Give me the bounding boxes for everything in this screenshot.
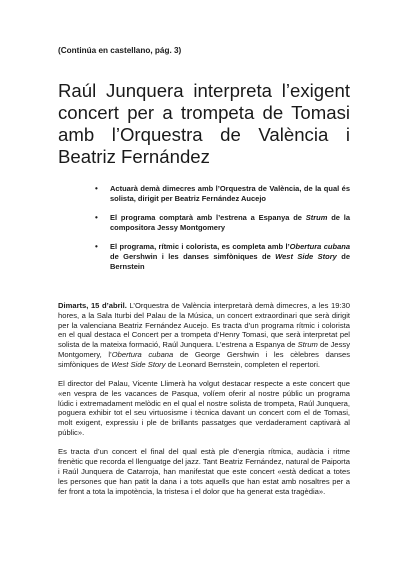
paragraph-text: de Leonard Bernstein, completen el repertori. [165,359,320,369]
work-title: Strum [305,213,328,222]
paragraph [58,301,350,370]
continuation-note: (Continúa en castellano, pág. 3) [58,46,182,55]
paragraph: El director del Palau, Vicente Llimerà ha volgut destacar respecte a este concert que «en vespra de les vacances de Pasqua, volíem oferir al nostre públic un programa lúdic i extremadament melòdic en el qual el nostre solista de trompeta, Raúl Junquera, poguera exhibir tot el seu virtuosisme i tècnica davant un concert com el de Tomasi, molt exigent, expressiu i ple de brillants passatges que verdaderament captivarà al públic». [58,379,350,438]
paragraph-text: de Jessy Montgomery, l’ [58,340,351,359]
bullet-icon: • [95,242,98,251]
highlight-item [95,242,351,272]
highlight-text-pre: El programa, rítmic i colorista, es completa amb l’ [110,242,290,251]
highlights-list [95,184,351,281]
work-title: West Side Story [111,359,166,369]
highlight-item [95,213,350,233]
work-title: West Side Story [275,252,337,261]
dateline: Dimarts, 15 d’abril. [58,301,127,310]
paragraph-text: L’Orquestra de València interpretarà demà dimecres, a les 19:30 hores, a la Sala Iturbi del Palau de la Música, un concert extraordinari que serà dirigit per la valenciana Beatriz Fernández Aucejo. Es tracta d’un programa rítmic i colorista en el qual destaca el Concert per a trompeta d’Henry Tomasi, que serà interpretat pel solista de la mateixa formació, Raúl Junquera. L’estrena a Espanya de [58,301,351,350]
bullet-icon: • [95,213,98,222]
bullet-icon: • [95,184,98,193]
highlight-text-mid: de Gershwin i les danses simfòniques de [110,252,276,261]
highlight-text-post: de la compositora Jessy Montgomery [110,213,350,232]
highlight-text-post: de Bernstein [110,252,350,271]
highlight-text-pre: El programa comptarà amb l’estrena a Espanya de [110,213,306,222]
paragraph-text: de George Gershwin i les cèlebres danses simfòniques de [58,349,350,369]
paragraph: Es tracta d’un concert el final del qual està ple d’energia rítmica, audàcia i ritme frenètic que recorda el llenguatge del jazz. Tant Beatriz Fernández, natural de Paiporta i Raúl Junquera de Catarroja, han manifestat que este concert «està dedicat a totes les persones que han patit la dana i a tots aquells que han estat amb nosaltres per a fer front a tota la impotència, la tristesa i el dolor que ha generat esta tragèdia». [58,447,350,496]
work-title: Obertura cubana [111,349,174,359]
work-title: Obertura cubana [289,242,351,251]
article-body [58,301,350,506]
work-title: Strum [297,340,318,350]
highlight-item [95,184,350,204]
headline: Raúl Junquera interpreta l’exigent concert per a trompeta de Tomasi amb l’Orquestra de València i Beatriz Fernández [58,80,350,167]
highlight-text: Actuarà demà dimecres amb l’Orquestra de València, de la qual és solista, dirigit per Beatriz Fernández Aucejo [110,184,350,203]
